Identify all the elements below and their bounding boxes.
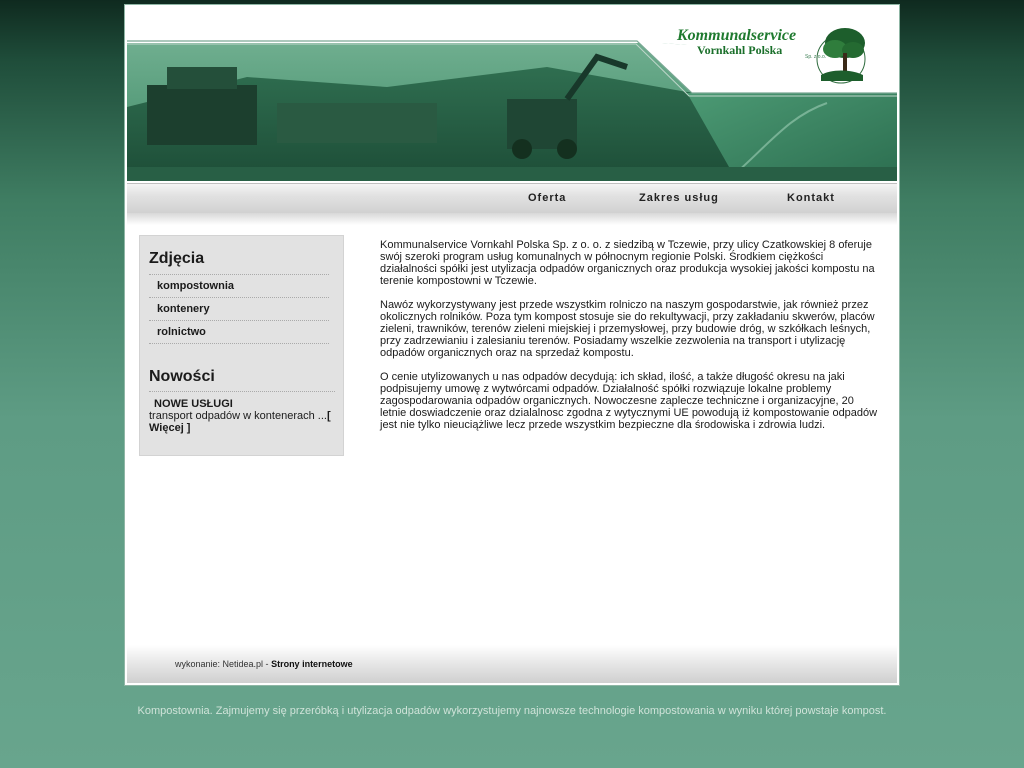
main-navigation	[127, 183, 897, 214]
brand-logo[interactable]	[677, 23, 897, 93]
nav-oferta[interactable]: Oferta	[528, 192, 567, 204]
news-title[interactable]: NOWE USŁUGI	[154, 398, 233, 410]
nav-shadow	[127, 213, 897, 225]
photo-link-kompostownia[interactable]: kompostownia	[157, 280, 235, 292]
photo-link-rolnictwo[interactable]: rolnictwo	[157, 326, 206, 338]
content-paragraph-1: Kommunalservice Vornkahl Polska Sp. z o. o. z siedzibą w Tczewie, przy ulicy Czatkowskiej 8 oferuje swój szeroki program usług komunalnych w północnym regionie Polski. Środkiem ciężkości działalności spółki jest utylizacja odpadów organicznych oraz produkcja wysokiej jakości kompostu na terenie kompostowni w Tczewie.	[380, 239, 875, 287]
divider	[149, 343, 329, 344]
divider	[149, 274, 329, 275]
footer-credit-link[interactable]: Strony internetowe	[271, 659, 353, 669]
content-paragraph-2: Nawóz wykorzystywany jest przede wszystkim rolniczo na naszym gospodarstwie, jak również przez okolicznych rolników. Poza tym kompost stosuje sie do rekultywacji, przy zakładaniu skwerów, placów zieleni, trawników, terenów zieleni miejskiej i przemysłowej, przy budowie dróg, w szkółkach leśnych, przy zadrzewianiu i zalesianiu terenów. Posiadamy wszelkie zezwolenia na transport i utylizację odpadów organicznych oraz na sprzedaż kompostu.	[380, 299, 875, 359]
nav-zakres-uslug[interactable]: Zakres usług	[639, 192, 719, 204]
site-tagline: Kompostownia. Zajmujemy się przeróbką i utylizacja odpadów wykorzystujemy najnowsze technologie kompostowania w wyniku której powstaje kompost.	[137, 705, 887, 717]
sidebar	[139, 235, 344, 456]
brand-name-line1: Kommunalservice	[677, 27, 797, 44]
brand-name-line2: Vornkahl Polska	[697, 43, 783, 57]
news-excerpt	[149, 410, 335, 434]
photos-heading: Zdjęcia	[149, 250, 205, 267]
footer-credit-prefix: wykonanie: Netidea.pl -	[175, 659, 272, 669]
news-excerpt-text: transport odpadów w kontenerach ...	[149, 410, 327, 422]
page-container	[125, 5, 899, 685]
tree-icon	[811, 23, 869, 87]
nav-kontakt[interactable]: Kontakt	[787, 192, 835, 204]
divider	[149, 391, 335, 392]
news-heading: Nowości	[149, 368, 215, 385]
divider	[149, 320, 329, 321]
main-content	[380, 239, 880, 443]
photo-link-kontenery[interactable]: kontenery	[157, 303, 210, 315]
header	[125, 5, 899, 183]
footer	[127, 645, 897, 683]
footer-credit	[175, 659, 353, 669]
news-more-link[interactable]: [ Więcej ]	[149, 410, 331, 434]
content-paragraph-3: O cenie utylizowanych u nas odpadów decydują: ich skład, ilość, a także długość okresu na jaki podpisujemy umowę z wytwórcami odpadów. Działalność spółki rozwiązuje lokalne problemy zagospodarowania odpadów organicznych. Nowoczesne zaplecze techniczne i organizacyjne, 20 letnie doswiadczenie oraz dzialalnosc zgodna z wytycznymi UE powodują iż kompostowanie odpadów jest nie tylko nieuciążliwe lecz przede wszystkim bezpieczne dla środowiska i zdrowia ludzi.	[380, 371, 878, 431]
divider	[149, 297, 329, 298]
brand-suffix: Sp. z o.o.	[805, 54, 827, 60]
